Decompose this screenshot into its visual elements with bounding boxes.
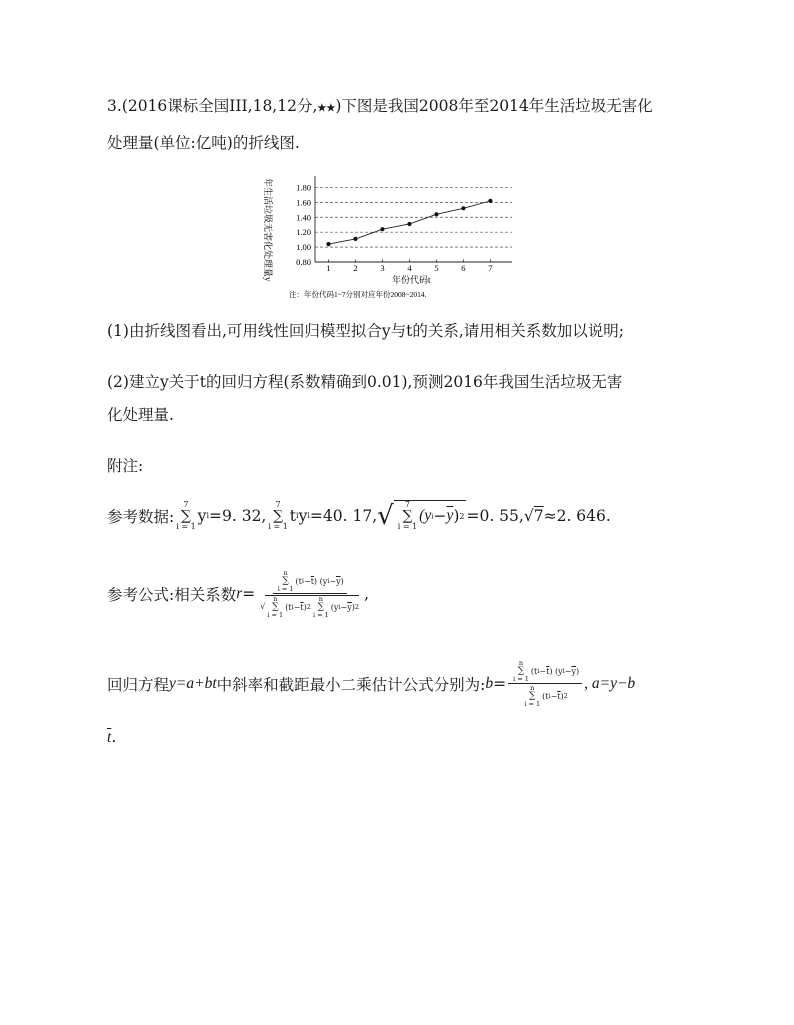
data-point	[380, 227, 384, 231]
reference-data: 参考数据: 7 ∑ i = 1 y i =9. 32, 7 ∑ i = 1 t i y i =40. 17, √ 7 ∑ i = 1 (y i − $\overline{y}$ ) 2 =0. 55, √ 7 ≈2. 646.	[107, 499, 611, 531]
chart-note: 注：年份代码1~7分别对应年份2008~2014.	[289, 290, 427, 299]
part-2-line-1	[107, 370, 622, 392]
y-tick-label: 1.80	[296, 182, 311, 193]
y-tick-label: 0.80	[296, 257, 311, 267]
appendix-label-text: 附注:	[107, 457, 144, 475]
regression-formula-end: $\overline{t}$.	[107, 728, 117, 746]
sum-symbol: 7 ∑ i = 1	[397, 500, 418, 531]
sum-symbol: 7 ∑ i = 1	[176, 499, 196, 531]
y-tick-label: 1.60	[296, 197, 311, 208]
chart-axes	[315, 176, 512, 262]
data-point	[488, 199, 492, 203]
data-point	[434, 212, 438, 216]
sum-symbol: 7 ∑ i = 1	[268, 499, 288, 531]
x-tick-label: 4	[407, 263, 412, 273]
part-1	[107, 319, 624, 341]
y-tick-label: 1.20	[296, 227, 311, 238]
data-point	[461, 206, 465, 210]
question-line-1	[107, 94, 653, 116]
x-tick-labels	[326, 263, 492, 273]
question-text-2: 处理量(单位:亿吨)的折线图.	[107, 134, 300, 152]
data-point	[353, 237, 357, 241]
y-tick-label: 1.40	[296, 212, 311, 223]
part-1-text: (1)由折线图看出,可用线性回归模型拟合y与t的关系,请用相关系数加以说明;	[107, 322, 625, 340]
x-tick-label: 3	[380, 263, 385, 273]
series-line	[326, 199, 492, 246]
regression-formula: 回归方程 y=a+bt 中斜率和截距最小二乘估计公式分别为: b = n ∑ i = 1 (t i − $\overline{t}$ ) (y i − $\overline{y}$ ) n ∑ i = 1 (t i − $\overline{t}$ ) 2 , a=y−b	[107, 659, 636, 708]
part-2-text-1: (2)建立y关于t的回归方程(系数精确到0.01),预测2016年我国生活垃圾无害	[107, 373, 623, 391]
question-text-1: 下图是我国2008年至2014年生活垃圾无害化	[341, 97, 653, 115]
y-tick-labels	[296, 182, 311, 267]
formula-label: 参考公式:相关系数	[107, 586, 237, 604]
y-axis-label: 年生活垃圾无害化处理量y	[263, 178, 273, 282]
reference-formula-r: 参考公式:相关系数 r = n ∑ i = 1 (t i − $\overline{t}$ ) (y i − $\overline{y}$ ) √ n ∑ i = 1 (t i − $\overline{t}$ ) 2 n ∑ i = 1 (y i − $\overline{y}$ ) 2 ,	[107, 569, 370, 619]
data-point	[326, 242, 330, 246]
question-source-close: )	[335, 97, 342, 115]
reference-data-label: 参考数据:	[107, 507, 175, 526]
slope-formula: n ∑ i = 1 (t i − $\overline{t}$ ) (y i − $\overline{y}$ ) n ∑ i = 1 (t i − $\overline{t}$ ) 2	[508, 660, 582, 707]
part-2-line-2	[107, 403, 174, 425]
x-axis-label: 年份代码t	[392, 275, 431, 285]
x-tick-label: 1	[326, 263, 331, 273]
x-tick-label: 7	[488, 263, 493, 273]
x-tick-label: 5	[434, 263, 439, 273]
x-tick-label: 2	[353, 263, 358, 273]
chart-grid	[315, 187, 512, 247]
correlation-formula: n ∑ i = 1 (t i − $\overline{t}$ ) (y i − $\overline{y}$ ) √ n ∑ i = 1 (t i − $\overline{t}$ ) 2 n ∑ i = 1 (y i − $\overline{y}$ ) 2	[260, 569, 360, 619]
part-2-text-2: 化处理量.	[107, 406, 174, 424]
regression-equation: y=a+bt	[169, 674, 217, 692]
sqrt-expression: √ 7 ∑ i = 1 (y i − $\overline{y}$ ) 2	[377, 500, 465, 531]
data-point	[407, 222, 411, 226]
question-line-2	[107, 131, 300, 153]
difficulty-stars: ★★	[317, 103, 336, 114]
line-chart	[257, 170, 527, 302]
question-number: 3.	[107, 97, 122, 115]
x-tick-label: 6	[461, 263, 466, 273]
appendix-label	[107, 454, 143, 476]
y-tick-label: 1.00	[296, 242, 311, 253]
regression-label: 回归方程	[107, 675, 170, 694]
question-source: (2016课标全国III,18,12分,	[121, 97, 318, 115]
